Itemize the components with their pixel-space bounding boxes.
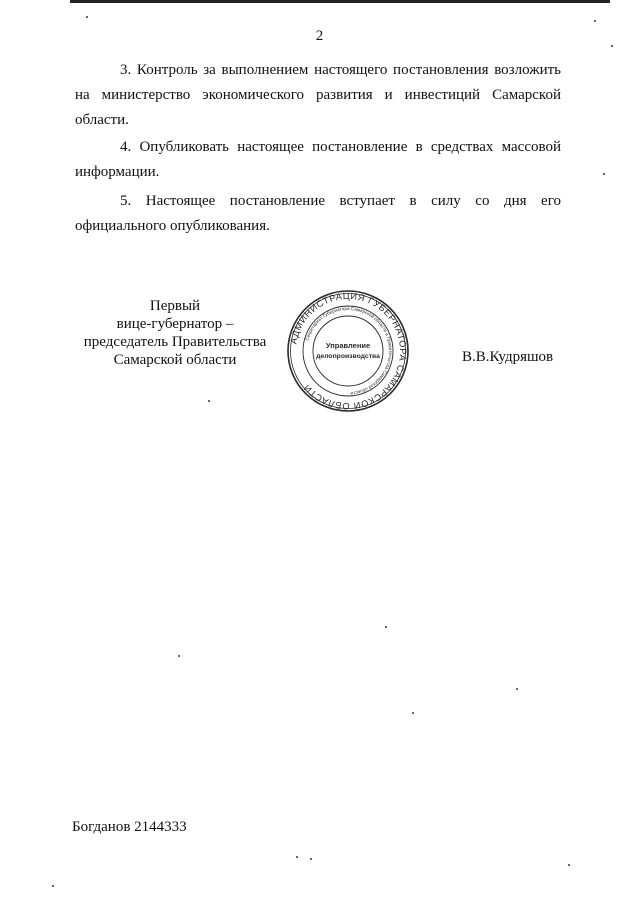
- page-number: 2: [315, 28, 324, 44]
- top-border-line: [70, 0, 610, 3]
- signer-title-line-4: Самарской области: [113, 352, 237, 368]
- signer-title-line-1: Первый: [149, 298, 201, 314]
- signer-name: В.В.Кудряшов: [462, 349, 554, 365]
- paragraph-3-line-2: на министерство экономического развития и инвестиций Самарской: [75, 87, 561, 103]
- stamp-outer-text: АДМИНИСТРАЦИЯ ГУБЕРНАТОРА САМАРСКОЙ ОБЛАСТИ: [288, 290, 409, 412]
- scan-speck: [611, 45, 613, 47]
- scan-speck: [208, 400, 210, 402]
- signer-title-line-2: вице-губернатор –: [116, 316, 234, 332]
- scan-speck: [516, 688, 518, 690]
- paragraph-3-line-3: области.: [75, 112, 129, 128]
- signer-title: [70, 297, 280, 369]
- stamp-inner-ring: [313, 316, 383, 386]
- scan-speck: [568, 864, 570, 866]
- official-stamp: [287, 290, 409, 412]
- paragraph-3-line-1: 3. Контроль за выполнением настоящего постановления возложить: [120, 62, 561, 78]
- scan-speck: [412, 712, 414, 714]
- paragraph-3: [75, 58, 561, 133]
- signer-title-line-3: председатель Правительства: [83, 334, 267, 350]
- scan-speck: [310, 858, 312, 860]
- executor-contact: Богданов 2144333: [72, 819, 187, 835]
- scan-speck: [385, 626, 387, 628]
- scan-speck: [86, 16, 88, 18]
- stamp-center-line-1: Управление: [325, 341, 371, 350]
- paragraph-4-line-2: информации.: [75, 164, 160, 180]
- scan-speck: [594, 20, 596, 22]
- paragraph-5-line-2: официального опубликования.: [75, 218, 270, 234]
- scan-speck: [603, 173, 605, 175]
- stamp-inner-text: Секретариат Губернатора Самарской области и Правительства Самарской области: [304, 305, 394, 396]
- scan-speck: [178, 655, 180, 657]
- paragraph-4: [75, 135, 561, 185]
- paragraph-5: [75, 189, 561, 239]
- paragraph-4-line-1: 4. Опубликовать настоящее постановление в средствах массовой: [120, 139, 561, 155]
- scan-speck: [52, 885, 54, 887]
- scan-speck: [296, 856, 298, 858]
- paragraph-5-line-1: 5. Настоящее постановление вступает в силу со дня его: [120, 193, 561, 209]
- stamp-center-line-2: делопроизводства: [316, 353, 380, 360]
